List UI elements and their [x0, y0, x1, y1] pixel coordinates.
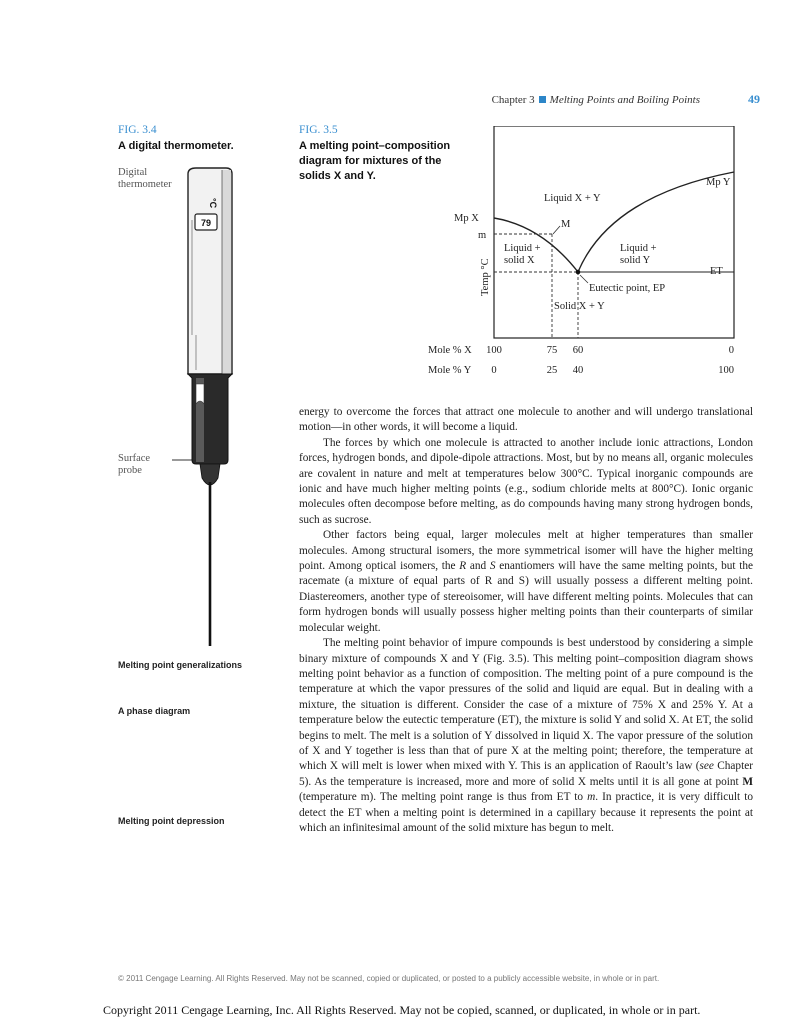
mole-x-tick: 0	[728, 345, 734, 356]
surface-probe-label	[118, 453, 150, 477]
liquid-solid-x-label-2: solid X	[504, 255, 535, 266]
m-pointer-line	[553, 226, 560, 234]
solid-xy-label: Solid X + Y	[554, 301, 605, 312]
liquid-xy-label: Liquid X + Y	[544, 193, 601, 204]
text-run: The melting point behavior of impure compounds is best understood by considering a simple binary mixture of compounds X and Y (Fig. 3.5). This melting point–composition diagram shows melting point behavior as a function of composition. The melting point of a pure compound is the temperature at which the vapor pressures of the solid and liquid are equal. But in dealing with a mixture, the situation is different. Consider the case of a mixture of 75% X and 25% Y. At a temperature below the eutectic temperature (ET), the mixture is solid Y and solid X. At ET, the solid begins to melt. The melt is a solution of Y dissolved in liquid X. The vapor pressure of the solution of X and Y together is less than that of pure X at the melting point; therefore, the temperature at which X will melt is lower when mixed with Y. This is an application of Raoult’s law (	[299, 637, 753, 773]
digital-thermometer-illustration	[170, 160, 250, 650]
text-run: (temperature m). The melting point range is thus from ET to	[299, 791, 588, 804]
unit-symbol: °C	[208, 198, 218, 209]
point-M-label: M	[561, 219, 571, 230]
margin-note-depression: Melting point depression	[118, 816, 225, 826]
text-run: Other factors being equal, larger molecules melt at higher temperatures than smaller molecules. Among structural isomers, the more symmetrical isomer will have the higher melting point. Among optical isomers, the	[299, 529, 753, 573]
display-reading: 79	[200, 218, 212, 228]
margin-note-phase-diagram: A phase diagram	[118, 706, 191, 716]
mp-y-label: Mp Y	[706, 177, 731, 188]
italic-run: S	[489, 560, 496, 573]
text-run: . In practice, it is very difficult to detect the ET when a melting point is determined in a capillary because it represents the point at which an infinitesimal amount of the solid mixture has begun to melt.	[299, 791, 753, 834]
square-bullet-icon	[539, 96, 546, 103]
chapter-heading	[492, 94, 700, 106]
italic-run: m	[587, 791, 596, 804]
running-header	[430, 93, 760, 109]
label-line: Digital	[118, 167, 148, 178]
liquid-solid-y-label-1: Liquid +	[620, 243, 657, 254]
mole-y-tick: 0	[491, 365, 497, 376]
eutectic-point-marker	[576, 270, 581, 275]
fig35-label: FIG. 3.5	[299, 124, 338, 136]
mole-y-label: Mole % Y	[428, 365, 472, 376]
mole-x-tick: 75	[546, 345, 558, 356]
mole-y-tick: 25	[546, 365, 558, 376]
label-line: Surface	[118, 453, 151, 464]
diagram-frame	[494, 126, 734, 338]
m-label: m	[478, 230, 487, 241]
mole-x-tick: 60	[572, 345, 584, 356]
paragraph: energy to overcome the forces that attract one molecule to another and will undergo translational motion—in other words, it will become a liquid.	[299, 406, 753, 434]
rights-notice: © 2011 Cengage Learning. All Rights Reserved. May not be scanned, copied or duplicated, or posted to a publicly accessible website, in whole or in part.	[118, 974, 660, 983]
et-label: ET	[710, 266, 723, 277]
ep-pointer-line	[580, 275, 588, 283]
chapter-title: Melting Points and Boiling Points	[549, 94, 700, 106]
bold-run: M	[742, 775, 753, 788]
fig34-label: FIG. 3.4	[118, 124, 157, 136]
mp-x-label: Mp X	[454, 213, 479, 224]
digital-thermometer-label	[118, 167, 172, 191]
text-run: and	[466, 560, 490, 573]
label-line: probe	[118, 465, 142, 476]
temp-axis-label: Temp °C	[480, 258, 491, 296]
text-run: enantiomers will have the same melting points, but the racemate (a mixture of equal parts of R and S) will usually possess a different melting point. Diastereomers, another type of stereoisomer, will have different melting points. Molecules that can form hydrogen bonds will usually possess higher melting points than their counterparts of similar molecular weight.	[299, 560, 754, 634]
text-run: Chapter 5). As the temperature is increased, more and more of solid X melts until it is all gone at point	[299, 760, 753, 788]
page-number: 49	[748, 92, 760, 106]
label-line: thermometer	[118, 179, 172, 190]
margin-note-generalizations: Melting point generalizations	[118, 660, 243, 670]
paragraph: The forces by which one molecule is attracted to another include ionic attractions, London forces, hydrogen bonds, and dipole-dipole attractions. Most, but by no means all, organic molecules are covalent in nature and melt at temperatures below 300°C. Typical inorganic compounds are ionic and have much higher melting points (e.g., sodium chloride melts at 800°C). Ionic organic molecules often decompose before melting, as do compounds having many strong hydrogen bonds, such as sucrose.	[299, 436, 753, 526]
copyright-line: Copyright 2011 Cengage Learning, Inc. All Rights Reserved. May not be copied, scanned, or duplicated, in whole or in part.	[103, 1003, 701, 1017]
phase-diagram	[410, 126, 760, 386]
italic-run: see	[699, 760, 714, 773]
mole-x-tick: 100	[486, 345, 502, 356]
paragraph	[299, 636, 753, 836]
fig35-caption-line: A melting point–composition	[299, 140, 451, 152]
paragraph	[299, 528, 753, 636]
mole-y-tick: 40	[572, 365, 584, 376]
italic-run: R	[459, 560, 467, 573]
fig35-caption-line: solids X and Y.	[299, 170, 376, 182]
chapter-number: Chapter 3	[491, 94, 535, 106]
mole-y-tick: 100	[718, 365, 734, 376]
fig35-caption-line: diagram for mixtures of the	[299, 155, 442, 167]
eutectic-point-label: Eutectic point, EP	[589, 283, 666, 294]
liquid-solid-x-label-1: Liquid +	[504, 243, 541, 254]
body-text	[299, 405, 753, 836]
mole-x-label: Mole % X	[428, 345, 472, 356]
liquid-solid-y-label-2: solid Y	[620, 255, 651, 266]
fig34-caption: A digital thermometer.	[118, 140, 234, 152]
